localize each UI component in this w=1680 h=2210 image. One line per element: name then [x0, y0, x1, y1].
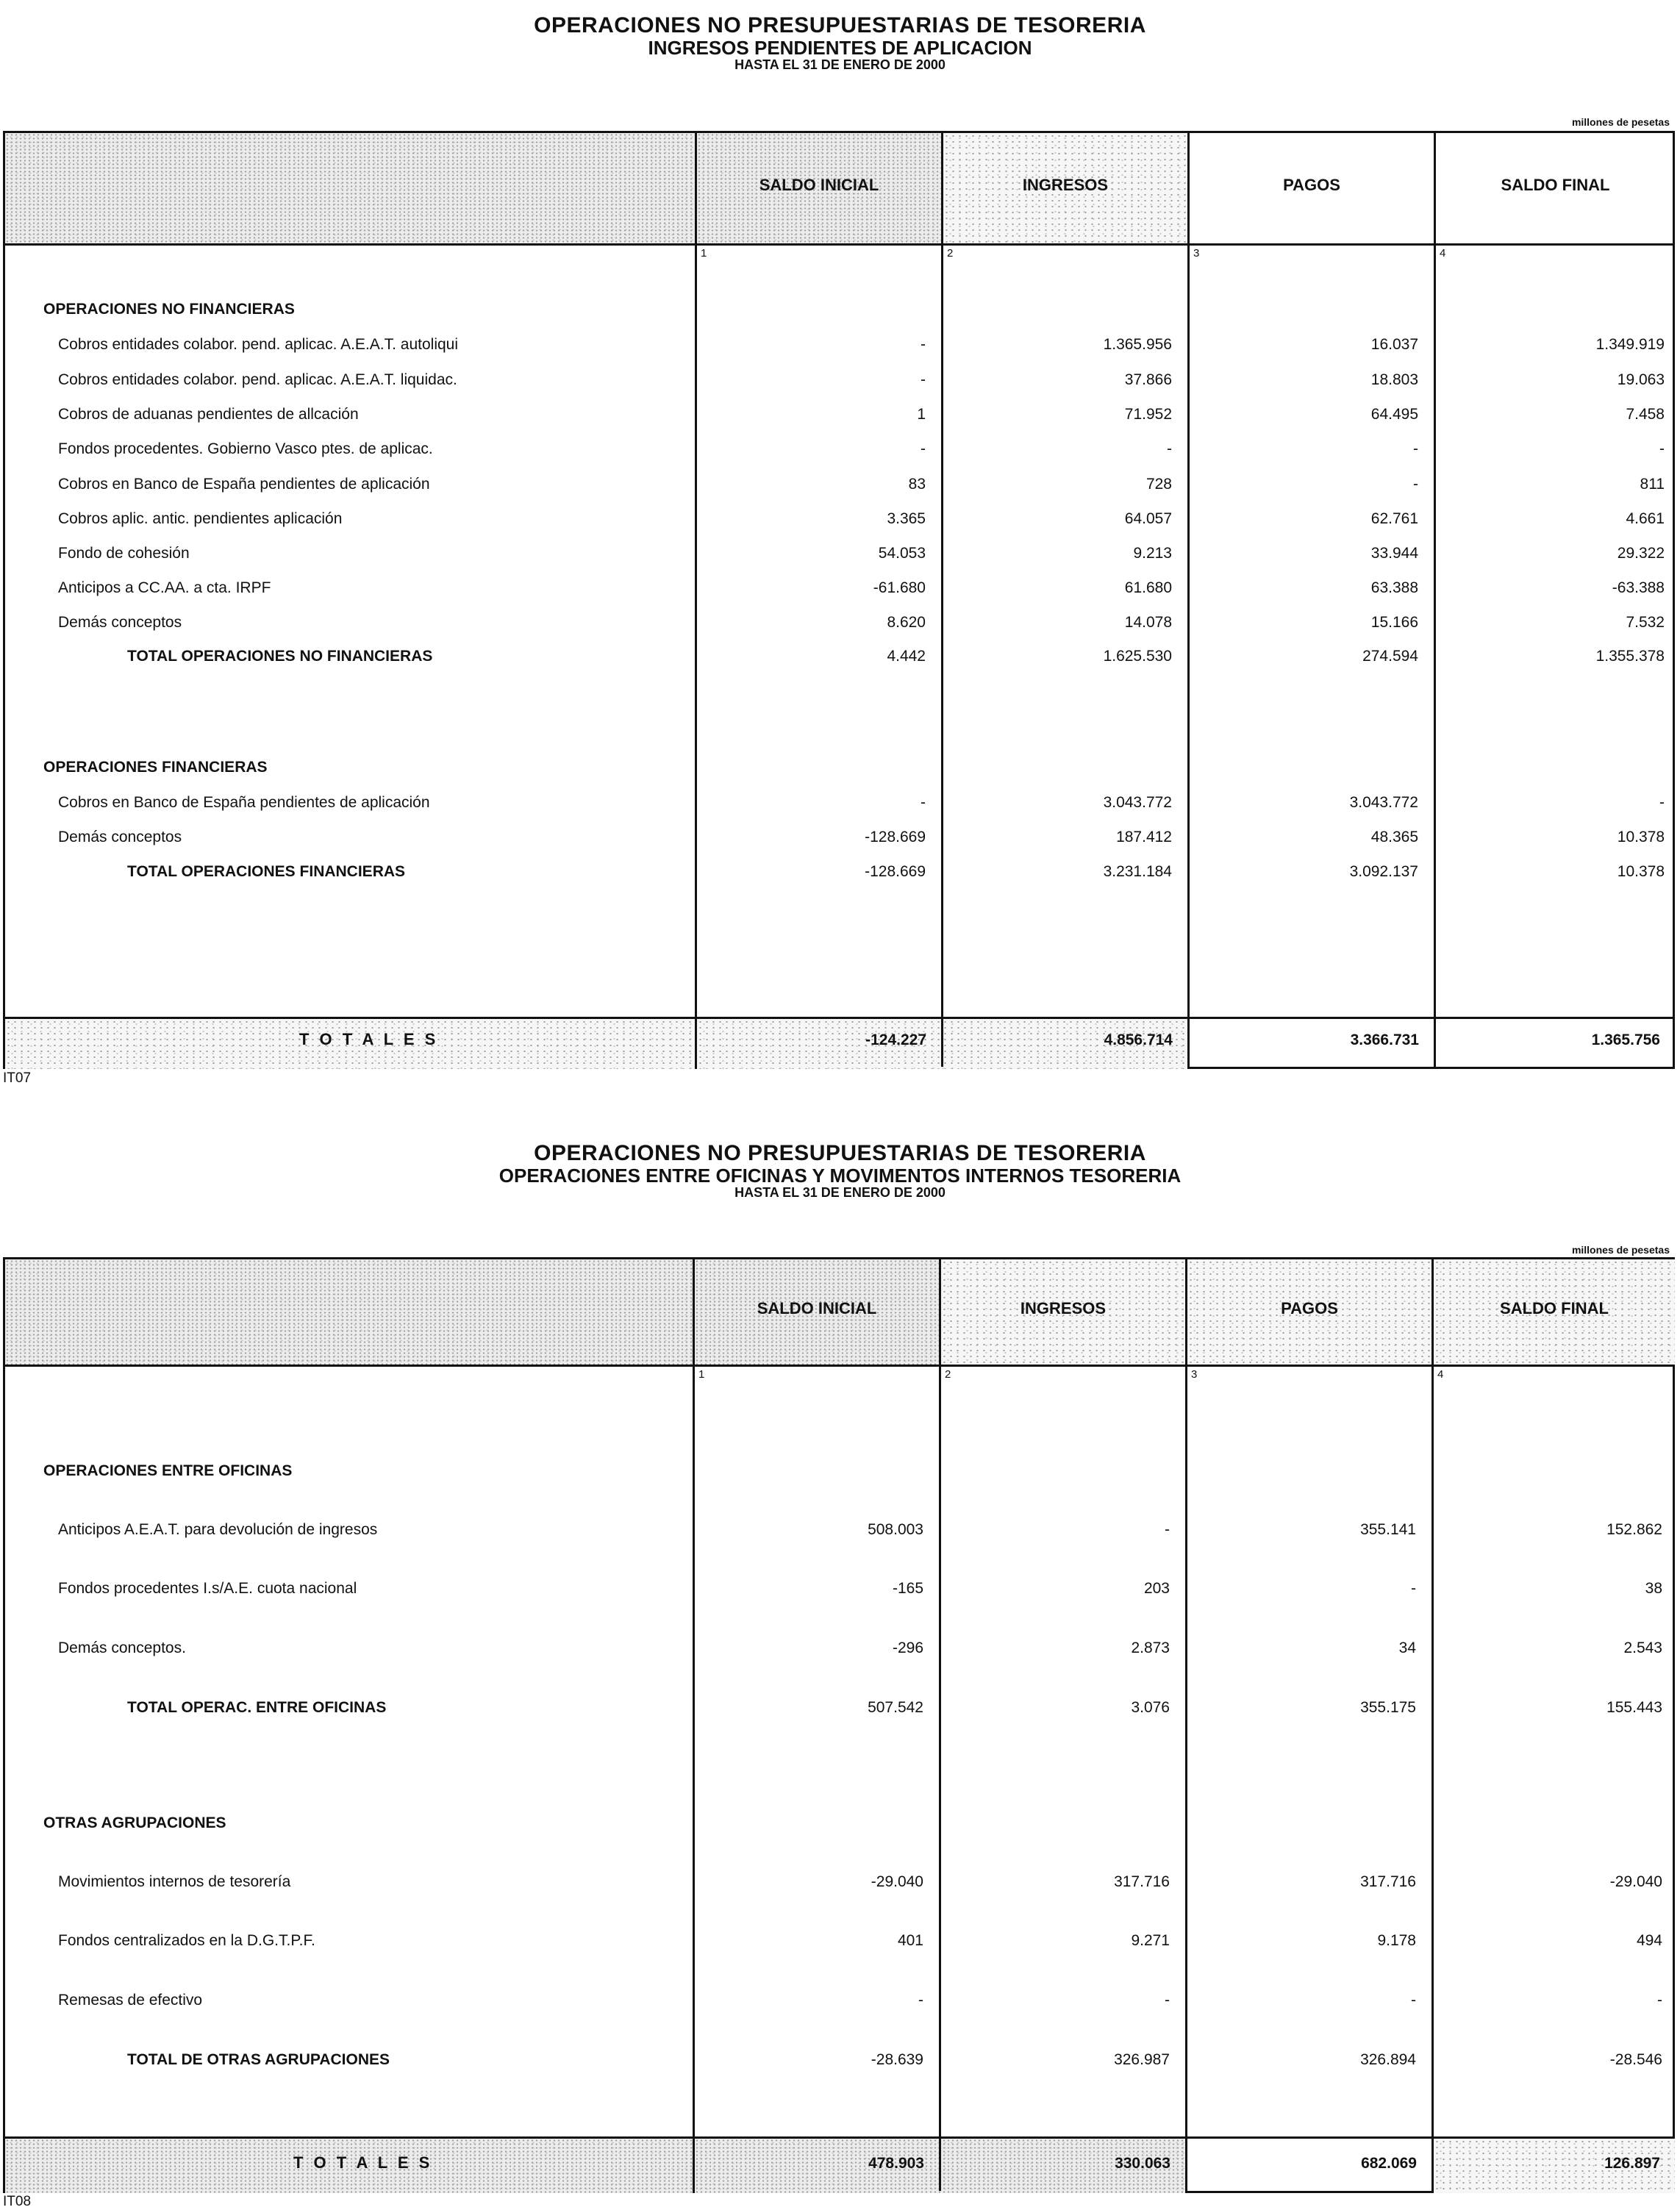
cell-saldo-final: 152.862 [1606, 1521, 1662, 1538]
row-label: OTRAS AGRUPACIONES [43, 1814, 226, 1831]
cell-saldo-final: - [1657, 1992, 1662, 2009]
cell-pagos: 18.803 [1370, 371, 1418, 388]
cell-pagos: 355.141 [1360, 1521, 1416, 1538]
cell-saldo-final: 10.378 [1617, 829, 1665, 845]
row-label: Fondos centralizados en la D.G.T.P.F. [58, 1932, 315, 1949]
row-label: Cobros aplic. antic. pendientes aplicación [58, 510, 343, 527]
cell-pagos: - [1411, 1580, 1416, 1597]
table-row [5, 1873, 1677, 1895]
row-label: Cobros de aduanas pendientes de allcación [58, 406, 359, 423]
cell-saldo-inicial: - [921, 371, 926, 388]
cell-ingresos: 9.271 [1131, 1932, 1170, 1949]
top-grand-total-saldo-inicial: -124.227 [865, 1031, 926, 1048]
cell-saldo-inicial: - [921, 440, 926, 457]
cell-pagos: 326.894 [1360, 2051, 1416, 2068]
cell-ingresos: 2.873 [1131, 1639, 1170, 1656]
cell-saldo-final: -28.546 [1609, 2051, 1662, 2068]
table-row [5, 829, 1677, 851]
cell-saldo-inicial: - [921, 336, 926, 353]
row-label: Movimientos internos de tesorería [58, 1873, 291, 1890]
cell-saldo-final: 10.378 [1617, 863, 1665, 880]
row-label: Remesas de efectivo [58, 1992, 203, 2009]
row-label: Anticipos A.E.A.T. para devolución de ingresos [58, 1521, 378, 1538]
table-row [5, 476, 1677, 498]
cell-saldo-inicial: - [918, 1992, 923, 2009]
top-date: HASTA EL 31 DE ENERO DE 2000 [734, 57, 946, 72]
cell-pagos: 64.495 [1370, 406, 1418, 423]
cell-ingresos: 14.078 [1124, 614, 1172, 631]
cell-pagos: 34 [1398, 1639, 1416, 1656]
table-row [5, 614, 1677, 636]
row-label: Cobros entidades colabor. pend. aplicac. A.E.A.T. liquidac. [58, 371, 457, 388]
section-heading-row [5, 759, 1677, 781]
cell-ingresos: 64.057 [1124, 510, 1172, 527]
row-label: TOTAL OPERACIONES NO FINANCIERAS [127, 648, 433, 665]
section-heading-row [5, 1462, 1677, 1484]
cell-saldo-inicial: 83 [908, 476, 926, 493]
top-grand-total-saldo-final: 1.365.756 [1591, 1031, 1660, 1048]
cell-ingresos: 61.680 [1124, 579, 1172, 596]
cell-pagos: 317.716 [1360, 1873, 1416, 1890]
cell-saldo-inicial: 401 [897, 1932, 923, 1949]
bottom-grand-total-saldo-inicial: 478.903 [868, 2155, 924, 2172]
table-row [5, 1521, 1677, 1543]
cell-pagos: 33.944 [1370, 545, 1418, 562]
table-row [5, 1932, 1677, 1954]
cell-ingresos: 326.987 [1114, 2051, 1170, 2068]
cell-saldo-inicial: -296 [892, 1639, 923, 1656]
row-label: Fondo de cohesión [58, 545, 190, 562]
top-grand-total-label: T O T A L E S [299, 1030, 439, 1048]
row-label: Fondos procedentes. Gobierno Vasco ptes. de aplicac. [58, 440, 433, 457]
col-header-pagos: PAGOS [1281, 1299, 1338, 1317]
subtotal-row [5, 863, 1677, 885]
cell-ingresos: 3.043.772 [1103, 794, 1172, 811]
cell-pagos: 16.037 [1370, 336, 1418, 353]
section-heading-row [5, 1814, 1677, 1837]
table-row [5, 545, 1677, 567]
table-row [5, 510, 1677, 532]
cell-saldo-inicial: -29.040 [871, 1873, 923, 1890]
cell-ingresos: 3.076 [1131, 1699, 1170, 1716]
cell-ingresos: 203 [1143, 1580, 1170, 1597]
cell-pagos: - [1413, 476, 1418, 493]
row-label: Cobros entidades colabor. pend. aplicac. A.E.A.T. autoliqui [58, 336, 459, 353]
col-header-ingresos: INGRESOS [1022, 176, 1109, 194]
cell-saldo-final: - [1659, 794, 1665, 811]
cell-saldo-final: -63.388 [1612, 579, 1665, 596]
col-header-ingresos: INGRESOS [1020, 1299, 1107, 1317]
cell-ingresos: 728 [1145, 476, 1172, 493]
col-number-4: 4 [1440, 247, 1446, 260]
table-row [5, 1992, 1677, 2014]
cell-saldo-final: 2.543 [1623, 1639, 1662, 1656]
table-row [5, 440, 1677, 462]
bottom-title: OPERACIONES NO PRESUPUESTARIAS DE TESORERIA [534, 1141, 1146, 1165]
table-row [5, 794, 1677, 816]
cell-pagos: 274.594 [1362, 648, 1418, 665]
bottom-grand-total-pagos: 682.069 [1361, 2155, 1417, 2172]
cell-pagos: 355.175 [1360, 1699, 1416, 1716]
bottom-grand-total-saldo-final: 126.897 [1604, 2155, 1660, 2172]
row-label: Fondos procedentes I.s/A.E. cuota nacional [58, 1580, 357, 1597]
bottom-header-shade-label [5, 1259, 693, 1365]
cell-saldo-final: 7.532 [1626, 614, 1665, 631]
row-label: Cobros en Banco de España pendientes de aplicación [58, 794, 430, 811]
top-subtitle: INGRESOS PENDIENTES DE APLICACION [648, 37, 1032, 59]
table-row [5, 1580, 1677, 1602]
cell-saldo-inicial: 3.365 [887, 510, 926, 527]
cell-pagos: - [1413, 440, 1418, 457]
cell-ingresos: - [1165, 1992, 1170, 2009]
top-units: millones de pesetas [1571, 116, 1670, 128]
row-label: Demás conceptos [58, 829, 182, 845]
cell-saldo-final: 155.443 [1606, 1699, 1662, 1716]
table-row [5, 579, 1677, 601]
cell-ingresos: 71.952 [1124, 406, 1172, 423]
bottom-table-code: IT08 [3, 2194, 32, 2209]
cell-ingresos: 1.365.956 [1103, 336, 1172, 353]
row-label: OPERACIONES ENTRE OFICINAS [43, 1462, 293, 1479]
cell-saldo-inicial: -61.680 [873, 579, 926, 596]
cell-pagos: 48.365 [1370, 829, 1418, 845]
cell-saldo-inicial: 4.442 [887, 648, 926, 665]
section-heading-row [5, 301, 1677, 323]
cell-saldo-inicial: 8.620 [887, 614, 926, 631]
col-number-2: 2 [945, 1368, 951, 1381]
cell-ingresos: - [1165, 1521, 1170, 1538]
cell-saldo-inicial: -165 [892, 1580, 923, 1597]
cell-pagos: 63.388 [1370, 579, 1418, 596]
col-number-1: 1 [701, 247, 707, 260]
top-header-shade-label [5, 133, 695, 243]
col-header-pagos: PAGOS [1283, 176, 1340, 194]
col-header-saldo-final: SALDO FINAL [1501, 176, 1610, 194]
top-grand-total-ingresos: 4.856.714 [1104, 1031, 1173, 1048]
col-number-4: 4 [1437, 1368, 1444, 1381]
bottom-table [3, 1257, 1675, 2193]
top-grand-total-pagos: 3.366.731 [1350, 1031, 1419, 1048]
cell-pagos: 15.166 [1370, 614, 1418, 631]
cell-saldo-final: 1.355.378 [1595, 648, 1665, 665]
cell-saldo-final: 7.458 [1626, 406, 1665, 423]
cell-pagos: 9.178 [1377, 1932, 1416, 1949]
cell-saldo-final: 38 [1645, 1580, 1662, 1597]
col-header-saldo-final: SALDO FINAL [1500, 1299, 1609, 1317]
top-table-code: IT07 [3, 1070, 32, 1086]
cell-ingresos: 37.866 [1124, 371, 1172, 388]
bottom-units: millones de pesetas [1571, 1244, 1670, 1256]
cell-saldo-final: 811 [1640, 476, 1665, 493]
cell-saldo-inicial: - [921, 794, 926, 811]
cell-saldo-inicial: 1 [917, 406, 926, 423]
subtotal-row [5, 2051, 1677, 2073]
cell-pagos: 62.761 [1370, 510, 1418, 527]
cell-saldo-final: 4.661 [1626, 510, 1665, 527]
col-number-2: 2 [947, 247, 954, 260]
cell-saldo-final: 29.322 [1617, 545, 1665, 562]
cell-pagos: 3.043.772 [1349, 794, 1418, 811]
row-label: Demás conceptos [58, 614, 182, 631]
row-label: Anticipos a CC.AA. a cta. IRPF [58, 579, 271, 596]
table-row [5, 1639, 1677, 1662]
cell-pagos: - [1411, 1992, 1416, 2009]
row-label: Cobros en Banco de España pendientes de aplicación [58, 476, 430, 493]
col-number-1: 1 [698, 1368, 705, 1381]
cell-saldo-inicial: -128.669 [865, 829, 926, 845]
table-row [5, 406, 1677, 428]
bottom-grand-total-ingresos: 330.063 [1115, 2155, 1170, 2172]
subtotal-row [5, 1699, 1677, 1721]
row-label: TOTAL OPERACIONES FINANCIERAS [127, 863, 406, 880]
top-table [3, 131, 1675, 1069]
bottom-grand-total-label: T O T A L E S [293, 2153, 433, 2172]
row-label: TOTAL OPERAC. ENTRE OFICINAS [127, 1699, 387, 1716]
col-header-saldo-inicial: SALDO INICIAL [759, 176, 879, 194]
bottom-date: HASTA EL 31 DE ENERO DE 2000 [734, 1185, 946, 1200]
cell-saldo-final: - [1659, 440, 1665, 457]
table-row [5, 371, 1677, 393]
cell-saldo-final: 494 [1636, 1932, 1662, 1949]
cell-saldo-inicial: 508.003 [868, 1521, 923, 1538]
row-label: Demás conceptos. [58, 1639, 186, 1656]
cell-ingresos: 317.716 [1114, 1873, 1170, 1890]
cell-saldo-final: -29.040 [1609, 1873, 1662, 1890]
cell-saldo-final: 19.063 [1617, 371, 1665, 388]
row-label: OPERACIONES FINANCIERAS [43, 759, 268, 776]
cell-pagos: 3.092.137 [1349, 863, 1418, 880]
table-row [5, 336, 1677, 358]
cell-saldo-inicial: 507.542 [868, 1699, 923, 1716]
col-number-3: 3 [1191, 1368, 1198, 1381]
cell-saldo-inicial: 54.053 [878, 545, 926, 562]
cell-saldo-final: 1.349.919 [1595, 336, 1665, 353]
cell-ingresos: - [1167, 440, 1172, 457]
row-label: OPERACIONES NO FINANCIERAS [43, 301, 295, 318]
cell-ingresos: 187.412 [1116, 829, 1172, 845]
col-header-saldo-inicial: SALDO INICIAL [757, 1299, 877, 1317]
cell-ingresos: 3.231.184 [1103, 863, 1172, 880]
subtotal-row [5, 648, 1677, 670]
cell-ingresos: 1.625.530 [1103, 648, 1172, 665]
top-title: OPERACIONES NO PRESUPUESTARIAS DE TESORERIA [534, 13, 1146, 37]
cell-saldo-inicial: -28.639 [871, 2051, 923, 2068]
col-number-3: 3 [1193, 247, 1200, 260]
cell-ingresos: 9.213 [1133, 545, 1172, 562]
cell-saldo-inicial: -128.669 [865, 863, 926, 880]
bottom-subtitle: OPERACIONES ENTRE OFICINAS Y MOVIMENTOS INTERNOS TESORERIA [498, 1165, 1182, 1187]
row-label: TOTAL DE OTRAS AGRUPACIONES [127, 2051, 390, 2068]
